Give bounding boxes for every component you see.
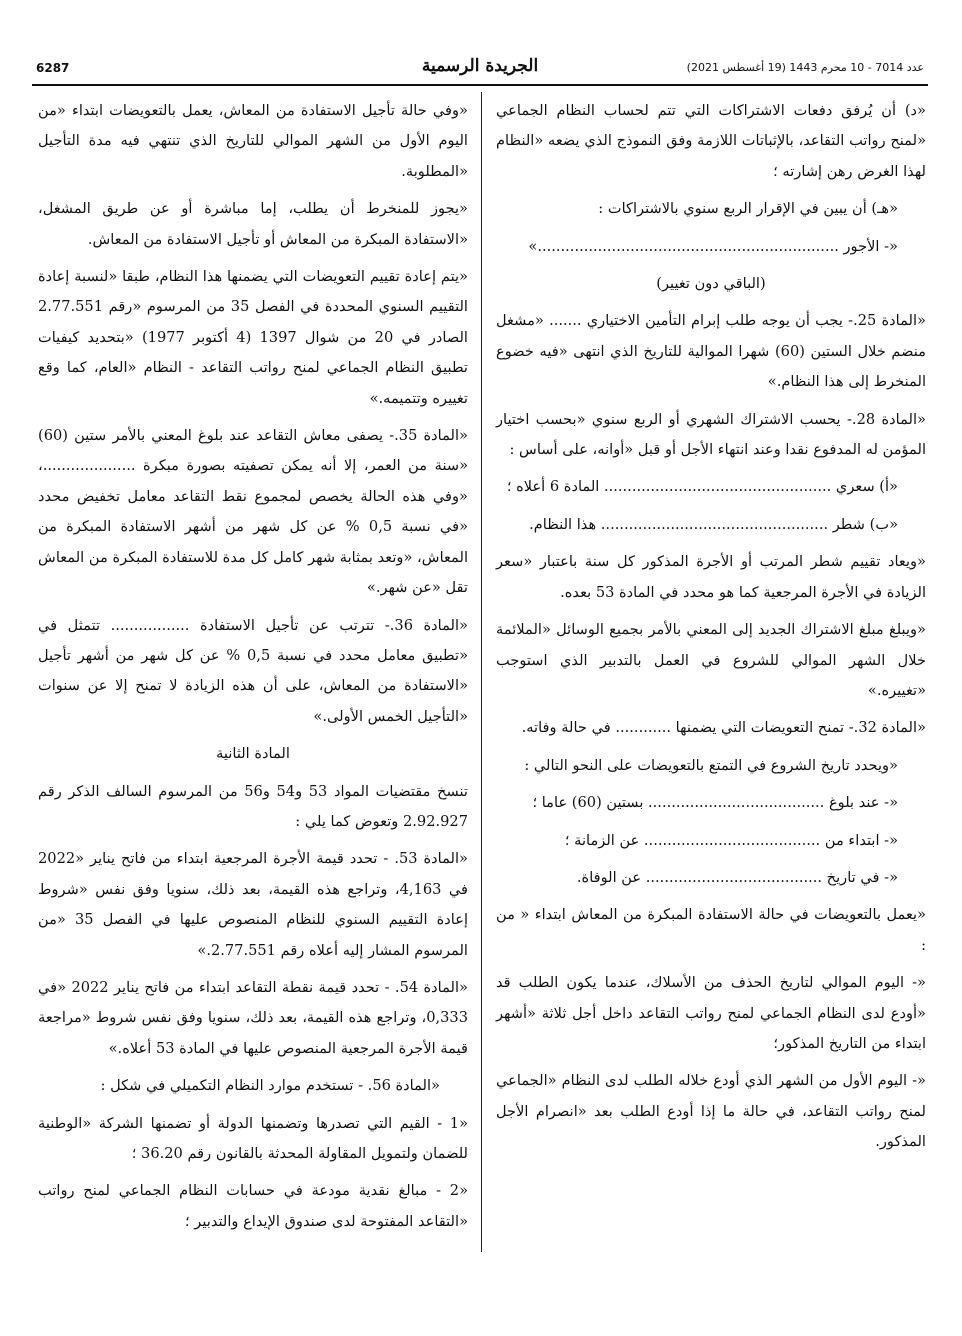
paragraph: «- عند بلوغ ...................................... بستين (60) عاما ؛ [532,794,898,812]
paragraph: «- الأجور .................................................................» [528,237,898,255]
paragraph: «1 - القيم التي تصدرها وتضمنها الدولة أو تضمنها الشركة «الوطنية للضمان ولتمويل المقاولة المحدثة بالقانون رقم 36.20 ؛ [38,1114,468,1162]
paragraph: «ويبلغ مبلغ الاشتراك الجديد إلى المعني بالأمر بجميع الوسائل «الملائمة خلال الشهر الموالي للشروع في العمل بالتدبير الذي استوجب «تغييره.» [496,621,926,699]
paragraph: «ويعاد تقييم شطر المرتب أو الأجرة المذكور كل سنة باعتبار «سعر الزيادة في الأجرة المرجعية كما هو محدد في المادة 53 بعده. [496,553,926,601]
paragraph: «ب) شطر ................................................. هذا النظام. [529,515,898,533]
paragraph: «أ) سعري ................................................. المادة 6 أعلاه ؛ [506,478,898,496]
paragraph: «يتم إعادة تقييم التعويضات التي يضمنها هذا النظام، طبقا «لنسبة إعادة التقييم السنوي المحددة في الفصل 35 من المرسوم «رقم 2.77.551 الصادر في 20 من شوال 1397 (4 أكتوبر 1977) «بتحديد كيفيات تطبيق النظام الجماعي لمنح رواتب التقاعد - النظام «العام، كما وقع تغييره وتتميمه.» [38,268,468,407]
paragraph: «المادة 35.- يصفى معاش التقاعد عند بلوغ المعني بالأمر ستين (60) «سنة من العمر، إلا أنه يمكن تصفيته بصورة مبكرة ....................، «وفي هذه الحالة يخصص لمجموع نقط التقاعد معامل تخفيض محدد «في نسبة 0,5 % عن كل شهر من أشهر الاستفادة المبكرة من المعاش، «وتعد بمثابة شهر كامل كل مدة للاستفادة المبكرة من المعاش تقل «عن شهر.» [38,427,468,597]
paragraph: «المادة 36.- تترتب عن تأجيل الاستفادة ................. تتمثل في «تطبيق معامل محدد في نسبة 0,5 % عن كل شهر من أشهر تأجيل «الاستفادة من المعاش، على أن هذه الزيادة لا تمنح إلا عن سنوات «التأجيل الخمس الأولى.» [38,616,469,725]
paragraph: «- اليوم الأول من الشهر الذي أودع خلاله الطلب لدى النظام «الجماعي لمنح رواتب التقاعد، في حالة ما إذا أودع الطلب بعد «انصرام الأجل المذكور. [496,1072,926,1151]
paragraph: «د) أن يُرفق دفعات الاشتراكات التي تتم لحساب النظام الجماعي «لمنح رواتب التقاعد، بالإثباتات اللازمة وفق النموذج الذي يضعه «النظام لهذا الغرض رهن إشارته ؛ [496,102,926,180]
paragraph: «وفي حالة تأجيل الاستفادة من المعاش، يعمل بالتعويضات ابتداء «من اليوم الأول من الشهر الموالي للتاريخ الذي تنتهي فيه مدة التأجيل «المطلوبة. [38,102,468,180]
paragraph: «يعمل بالتعويضات في حالة الاستفادة المبكرة من المعاش ابتداء « من : [496,906,926,954]
paragraph: «- اليوم الموالي لتاريخ الحذف من الأسلاك، عندما يكون الطلب قد «أودع لدى النظام الجماعي لمنح رواتب التقاعد داخل أجل ثلاثة «أشهر ابتداء من التاريخ المذكور؛ [496,974,926,1052]
page-number: 6287 [36,61,70,75]
paragraph: «المادة 28.- يحسب الاشتراك الشهري أو الربع سنوي «بحسب اختيار المؤمن له المدفوع نقدا وعند انتهاء الأجل أو قبل «أوانه، على أساس : [496,410,926,459]
paragraph: «المادة 25.- يجب أن يوجه طلب إبرام التأمين الاختياري ....... «مشغل منضم خلال الستين (60) شهرا الموالية للتاريخ الذي انتهى «فيه خضوع المنخرط إلى هذا النظام.» [496,312,926,391]
paragraph: «2 - مبالغ نقدية مودعة في حسابات النظام الجماعي لمنح رواتب «التقاعد المفتوحة لدى صندوق الإيداع والتدبير ؛ [38,1182,468,1230]
paragraph: «هـ) أن يبين في الإقرار الربع سنوي بالاشتراكات : [598,200,898,218]
right-column [496,96,926,1165]
paragraph: (الباقي دون تغيير) [656,275,766,293]
paragraph: «يجوز للمنخرط أن يطلب، إما مباشرة أو عن طريق المشغل، «الاستفادة المبكرة من المعاش أو تأجيل الاستفادة من المعاش. [38,200,468,248]
paragraph: «- في تاريخ ...................................... عن الوفاة. [576,868,898,886]
header-rule [32,84,928,86]
paragraph: «المادة 56. - تستخدم موارد النظام التكميلي في شكل : [100,1077,440,1095]
paragraph: «ويحدد تاريخ الشروع في التمتع بالتعويضات على النحو التالي : [524,756,898,774]
paragraph: «المادة 32.- تمنح التعويضات التي يضمنها ............ في حالة وفاته. [521,719,926,737]
paragraph: «المادة 54. - تحدد قيمة نقطة التقاعد ابتداء من فاتح يناير 2022 «في 0,333، وتراجع هذه القيمة، بعد ذلك، سنويا وفق نفس شروط «مراجعة قيمة الأجرة المرجعية المنصوص عليها في المادة 53 أعلاه.» [38,978,468,1057]
page-header [32,58,928,84]
paragraph: تنسخ مقتضيات المواد 53 و54 و56 من المرسوم السالف الذكر رقم 2.92.927 وتعوض كما يلي : [38,782,468,830]
issue-info: عدد 7014 - 10 محرم 1443 (19 أغسطس 2021) [686,61,924,74]
left-column [38,96,468,1244]
journal-title: الجريدة الرسمية [421,56,539,76]
paragraph: «المادة 53. - تحدد قيمة الأجرة المرجعية ابتداء من فاتح يناير «2022 في 4,163، وتراجع هذه القيمة، بعد ذلك، سنويا وفق نفس «شروط إعادة التقييم السنوي للنظام المنصوص عليها في الفصل 35 «من المرسوم المشار إليه أعلاه رقم 2.77.551.» [38,850,469,959]
column-divider [481,92,482,1252]
paragraph: «- ابتداء من ...................................... عن الزمانة ؛ [564,831,898,849]
section-heading: المادة الثانية [216,745,290,763]
